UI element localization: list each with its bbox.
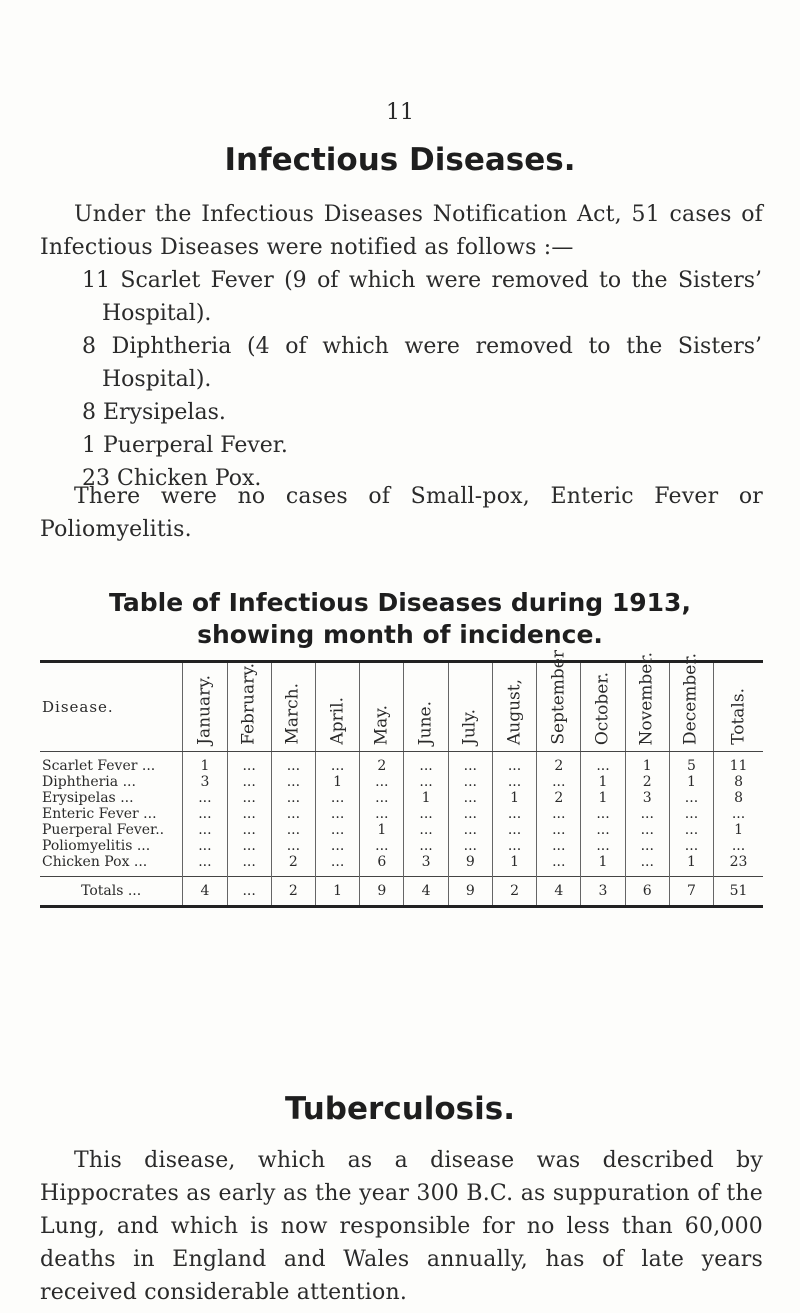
table-cell: ... — [183, 854, 227, 877]
table-cell: ... — [271, 752, 315, 775]
table-cell: 1 — [581, 790, 625, 806]
table-cell: ... — [227, 838, 271, 854]
table-row — [40, 822, 763, 838]
month-header — [714, 663, 763, 752]
intro-paragraph: Under the Infectious Diseases Notification Act, 51 cases of Infectious Diseases were notified as follows :— — [40, 202, 763, 260]
table-cell: ... — [183, 806, 227, 822]
table-cell: 1 — [492, 790, 536, 806]
table-row — [40, 752, 763, 775]
total-cell: ... — [227, 877, 271, 906]
disease-name: Scarlet Fever ... — [42, 758, 156, 774]
table-cell: ... — [492, 752, 536, 775]
table-cell: ... — [492, 822, 536, 838]
table-cell: 8 — [714, 774, 763, 790]
table-cell: 3 — [404, 854, 448, 877]
table-cell: ... — [360, 806, 404, 822]
table-cell: ... — [183, 790, 227, 806]
table-cell: ... — [537, 774, 581, 790]
table-cell: ... — [714, 806, 763, 822]
total-cell: 51 — [714, 877, 763, 906]
table-cell: ... — [360, 838, 404, 854]
total-cell: 1 — [315, 877, 359, 906]
disease-column-header: Disease. — [40, 663, 183, 752]
table-cell: 1 — [669, 774, 713, 790]
table-cell: ... — [227, 854, 271, 877]
table-cell: ... — [625, 854, 669, 877]
table-subtitle: showing month of incidence. — [197, 620, 603, 649]
table-cell: ... — [581, 752, 625, 775]
table-cell: ... — [271, 822, 315, 838]
table-row — [40, 838, 763, 854]
table-cell: ... — [448, 822, 492, 838]
table-cell: ... — [669, 822, 713, 838]
table-cell: 1 — [492, 854, 536, 877]
table-cell: ... — [581, 822, 625, 838]
table-cell: ... — [360, 790, 404, 806]
table-cell: ... — [271, 790, 315, 806]
list-item: 8 Erysipelas. — [82, 400, 226, 425]
table-cell: 2 — [625, 774, 669, 790]
table-cell: ... — [315, 838, 359, 854]
total-cell: 3 — [581, 877, 625, 906]
table-cell: ... — [315, 822, 359, 838]
table-row — [40, 806, 763, 822]
total-cell: 4 — [537, 877, 581, 906]
table-cell: ... — [315, 806, 359, 822]
table-cell: 2 — [537, 790, 581, 806]
table-cell: 2 — [360, 752, 404, 775]
table-cell: 1 — [581, 774, 625, 790]
table-cell: 6 — [360, 854, 404, 877]
table-cell: 1 — [625, 752, 669, 775]
month-header-label: July. — [459, 709, 480, 745]
table-cell: ... — [581, 838, 625, 854]
table-cell: ... — [315, 752, 359, 775]
table-cell: ... — [404, 752, 448, 775]
table-title: Table of Infectious Diseases during 1913, — [109, 588, 691, 617]
table-cell: ... — [448, 838, 492, 854]
tuberculosis-title: Tuberculosis. — [285, 1091, 515, 1127]
table-row — [40, 790, 763, 806]
table-cell: ... — [714, 838, 763, 854]
month-header — [448, 663, 492, 752]
table-cell: ... — [404, 822, 448, 838]
total-cell: 9 — [448, 877, 492, 906]
list-item: 1 Puerperal Fever. — [82, 433, 288, 458]
disease-name: Poliomyelitis ... — [42, 838, 151, 854]
table-cell: 1 — [714, 822, 763, 838]
table-cell: 1 — [315, 774, 359, 790]
table-cell: 2 — [271, 854, 315, 877]
month-header-label: November. — [636, 651, 657, 745]
month-header — [404, 663, 448, 752]
table-cell: ... — [537, 822, 581, 838]
table-cell: ... — [227, 774, 271, 790]
list-item: 23 Chicken Pox. — [82, 466, 262, 491]
disease-name: Enteric Fever ... — [42, 806, 157, 822]
table-cell: ... — [492, 838, 536, 854]
disease-name: Erysipelas ... — [42, 790, 134, 806]
page-number: 11 — [386, 100, 414, 125]
table-cell: ... — [581, 806, 625, 822]
table-cell: ... — [537, 806, 581, 822]
list-item: 11 Scarlet Fever (9 of which were removed to the Sisters’ Hospital). — [82, 268, 762, 326]
table-row — [40, 774, 763, 790]
total-cell: 4 — [183, 877, 227, 906]
month-header-label: October. — [592, 671, 613, 745]
month-header-label: September — [548, 650, 569, 745]
table-cell: ... — [492, 774, 536, 790]
total-cell: 2 — [492, 877, 536, 906]
table-cell: 9 — [448, 854, 492, 877]
table-cell: ... — [448, 790, 492, 806]
table-cell: ... — [492, 806, 536, 822]
table-cell: ... — [537, 854, 581, 877]
month-header — [183, 663, 227, 752]
month-header — [315, 663, 359, 752]
month-header-label: January. — [194, 675, 215, 745]
table-cell: 1 — [404, 790, 448, 806]
tuberculosis-paragraph: This disease, which as a disease was described by Hippocrates as early as the year 300 B.C. as suppuration of the Lung, and which is now responsible for no less than 60,000 deaths in England and Wales annually, has of late years received considerable attention. — [40, 1148, 763, 1305]
month-header — [581, 663, 625, 752]
table-cell: ... — [625, 838, 669, 854]
table-cell: 11 — [714, 752, 763, 775]
table-cell: ... — [227, 790, 271, 806]
table-cell: 2 — [537, 752, 581, 775]
total-cell: 2 — [271, 877, 315, 906]
table-cell: 1 — [669, 854, 713, 877]
month-header — [669, 653, 713, 752]
table-cell: ... — [537, 838, 581, 854]
table-cell: ... — [404, 774, 448, 790]
list-item: 8 Diphtheria (4 of which were removed to the Sisters’ Hospital). — [82, 334, 762, 392]
table-cell: ... — [448, 752, 492, 775]
table-cell: ... — [669, 838, 713, 854]
disease-name: Chicken Pox ... — [42, 854, 148, 870]
total-cell: 4 — [404, 877, 448, 906]
incidence-table — [40, 650, 763, 905]
month-header — [271, 663, 315, 752]
table-cell: ... — [271, 774, 315, 790]
table-cell: 1 — [183, 752, 227, 775]
table-cell: 1 — [360, 822, 404, 838]
table-cell: ... — [271, 838, 315, 854]
table-cell: ... — [360, 774, 404, 790]
month-header — [537, 650, 581, 752]
table-cell: ... — [271, 806, 315, 822]
table-cell: ... — [625, 822, 669, 838]
table-cell: ... — [227, 806, 271, 822]
total-cell: 7 — [669, 877, 713, 906]
table-cell: 5 — [669, 752, 713, 775]
table-cell: ... — [183, 822, 227, 838]
month-header-label: February. — [238, 663, 259, 745]
section-title: Infectious Diseases. — [224, 142, 576, 178]
table-row — [40, 854, 763, 877]
table-cell: ... — [669, 806, 713, 822]
incidence-table-wrapper — [40, 650, 763, 908]
month-header-label: Totals. — [728, 688, 749, 745]
month-header-label: August, — [504, 678, 525, 745]
total-cell: 6 — [625, 877, 669, 906]
notified-list — [82, 264, 762, 495]
table-cell: ... — [448, 774, 492, 790]
table-cell: ... — [448, 806, 492, 822]
month-header — [492, 663, 536, 752]
disease-name: Puerperal Fever.. — [42, 822, 165, 838]
month-header — [360, 663, 404, 752]
month-header — [227, 663, 271, 752]
table-bottom-rule — [40, 905, 763, 908]
disease-name: Diphtheria ... — [42, 774, 136, 790]
table-cell: ... — [404, 806, 448, 822]
totals-label: Totals ... — [40, 877, 183, 906]
table-cell: ... — [669, 790, 713, 806]
table-cell: 3 — [183, 774, 227, 790]
table-cell: 1 — [581, 854, 625, 877]
table-cell: ... — [315, 790, 359, 806]
table-cell: ... — [183, 838, 227, 854]
month-header — [625, 651, 669, 752]
no-cases-paragraph: There were no cases of Small-pox, Enteric Fever or Poliomyelitis. — [40, 484, 763, 542]
table-cell: ... — [315, 854, 359, 877]
month-header-label: December. — [680, 653, 701, 745]
table-cell: ... — [404, 838, 448, 854]
month-header-label: March. — [282, 683, 303, 745]
month-header-label: April. — [327, 697, 348, 745]
table-cell: ... — [227, 752, 271, 775]
month-header-label: May. — [371, 704, 392, 745]
table-cell: ... — [625, 806, 669, 822]
table-cell: 8 — [714, 790, 763, 806]
total-cell: 9 — [360, 877, 404, 906]
table-cell: 3 — [625, 790, 669, 806]
month-header-label: June. — [415, 700, 436, 745]
table-cell: 23 — [714, 854, 763, 877]
table-cell: ... — [227, 822, 271, 838]
